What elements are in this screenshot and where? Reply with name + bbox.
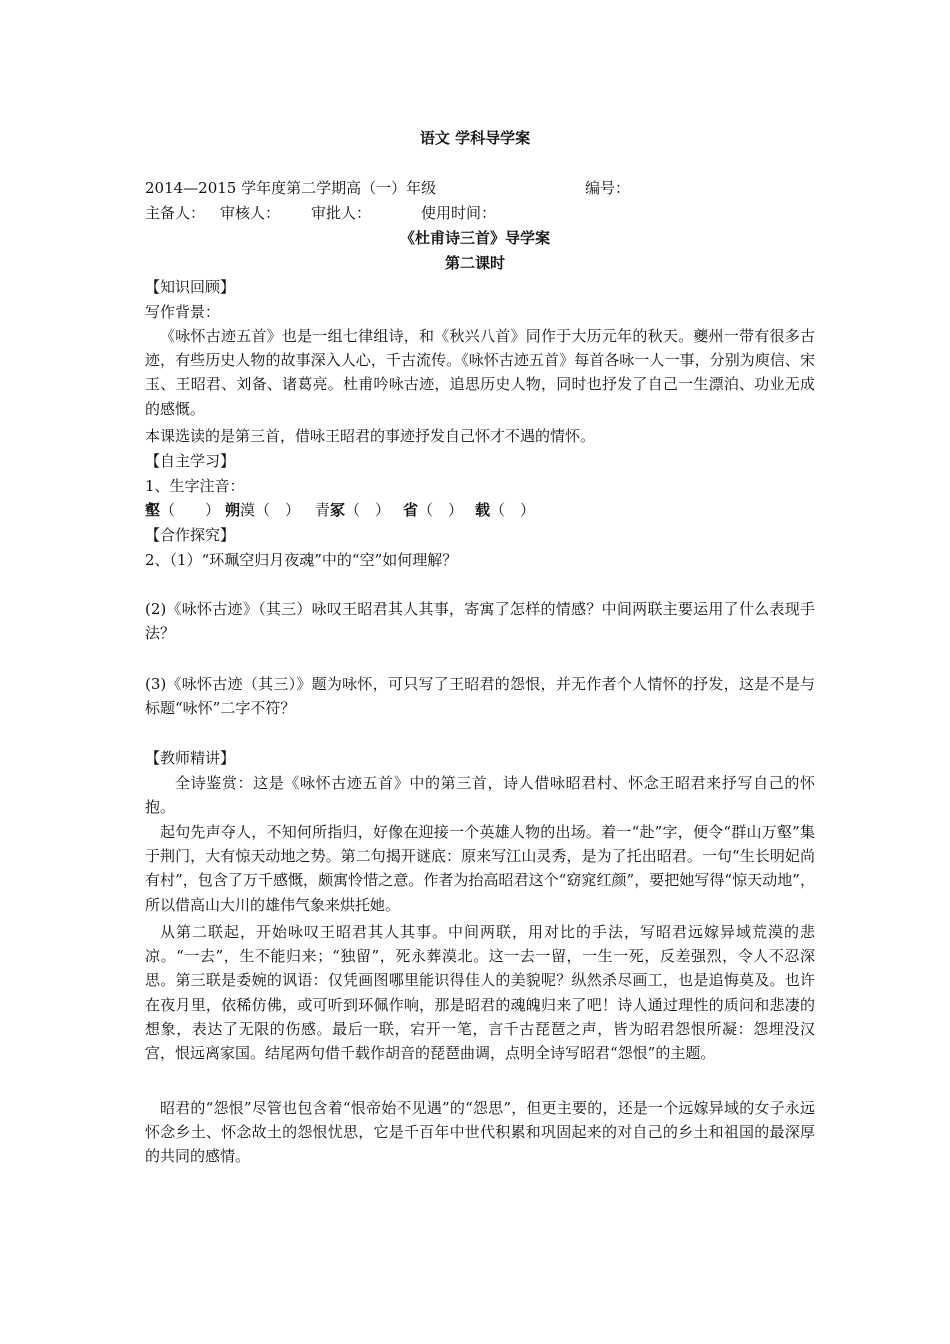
question-2: (2)《咏怀古迹》（其三）咏叹王昭君其人其事，寄寓了怎样的情感？中间两联主要运用了什么表现手法？ xyxy=(145,600,815,643)
meta-preparer: 主备人： xyxy=(145,204,206,222)
meta-line-1 xyxy=(145,176,815,200)
item-pronunciation: 1、生字注音： xyxy=(145,477,245,495)
section-heading-teacher: 【教师精讲】 xyxy=(145,749,236,767)
word-item: 青冢（ ） xyxy=(315,501,391,519)
meta-use-time: 使用时间： xyxy=(421,204,497,222)
lesson-label: 第二课时 xyxy=(444,254,505,272)
meta-approver: 审批人： xyxy=(311,204,372,222)
section-heading-self-study: 【自主学习】 xyxy=(145,452,236,470)
meta-number-label: 编号： xyxy=(585,179,631,197)
word-item: 壑（ ） xyxy=(145,501,221,519)
meta-reviewer: 审核人： xyxy=(220,204,281,222)
pronunciation-row xyxy=(145,498,815,522)
background-label: 写作背景： xyxy=(145,303,221,321)
section-heading-cooperate: 【合作探究】 xyxy=(145,526,236,544)
teacher-paragraph-1: 全诗鉴赏：这是《咏怀古迹五首》中的第三首，诗人借咏昭君村、怀念王昭君来抒写自己的怀抱。 xyxy=(145,774,815,817)
section-heading-review: 【知识回顾】 xyxy=(145,278,236,296)
teacher-paragraph-3: 从第二联起，开始咏叹王昭君其人其事。中间两联，用对比的手法，写昭君远嫁异域荒漠的悲凉。“一去”，生不能归来；“独留”，死永葬漠北。这一去一留，一生一死，反差强烈，令人不忍深思。第三联是委婉的讽语：仅凭画图哪里能识得佳人的美貌呢？纵然杀尽画工，也是追悔莫及。也许在夜月里，依稀仿佛，或可听到环佩作响，那是昭君的魂魄归来了吧！诗人通过理性的质问和悲凄的想象，表达了无限的伤感。最后一联，宕开一笔，言千古琵琶之声，皆为昭君怨恨所凝：怨埋没汉宫，恨远离家国。结尾两句借千载作胡音的琵琶曲调，点明全诗写昭君“怨恨”的主题。 xyxy=(145,923,815,1063)
meta-term: 2014—2015 学年度第二学期高（一）年级 xyxy=(145,179,437,197)
meta-line-2 xyxy=(145,201,815,225)
word-item: 载（ ） xyxy=(475,501,536,519)
selection-note: 本课选读的是第三首，借咏王昭君的事迹抒发自己怀才不遇的情怀。 xyxy=(145,427,596,445)
question-1: 2、（1）“环珮空归月夜魂”中的“空”如何理解？ xyxy=(145,551,458,569)
word-item: 朔漠（ ） xyxy=(225,501,301,519)
word-item: 省（ ） xyxy=(403,501,464,519)
background-paragraph: 《咏怀古迹五首》也是一组七律组诗，和《秋兴八首》同作于大历元年的秋天。夔州一带有很多古迹，有些历史人物的故事深入人心，千古流传。《咏怀古迹五首》每首各咏一人一事，分别为庾信、宋玉、王昭君、刘备、诸葛亮。杜甫吟咏古迹，追思历史人物，同时也抒发了自己一生漂泊、功业无成的感慨。 xyxy=(145,327,815,418)
teacher-paragraph-2: 起句先声夺人，不知何所指归，好像在迎接一个英雄人物的出场。着一“赴”字，便令“群山万壑”集于荆门，大有惊天动地之势。第二句揭开谜底：原来写江山灵秀，是为了托出昭君。一句“生长明妃尚有村”，包含了万千感慨，颇寓怜惜之意。作者为抬高昭君这个“窈窕红颜”，要把她写得“惊天动地”，所以借高山大川的雄伟气象来烘托她。 xyxy=(145,823,815,914)
page-title: 语文 学科导学案 xyxy=(419,129,531,147)
document-title: 《杜甫诗三首》导学案 xyxy=(399,229,550,247)
teacher-paragraph-4: 昭君的“怨恨”尽管也包含着“恨帝始不见遇”的“怨思”，但更主要的，还是一个远嫁异域的女子永远怀念乡土、怀念故土的怨恨忧思，它是千百年中世代积累和巩固起来的对自己的乡土和祖国的最深厚的共同的感情。 xyxy=(145,1099,815,1166)
question-3: (3)《咏怀古迹（其三）》题为咏怀，可只写了王昭君的怨恨，并无作者个人情怀的抒发，这是不是与标题“咏怀”二字不符？ xyxy=(145,675,815,718)
